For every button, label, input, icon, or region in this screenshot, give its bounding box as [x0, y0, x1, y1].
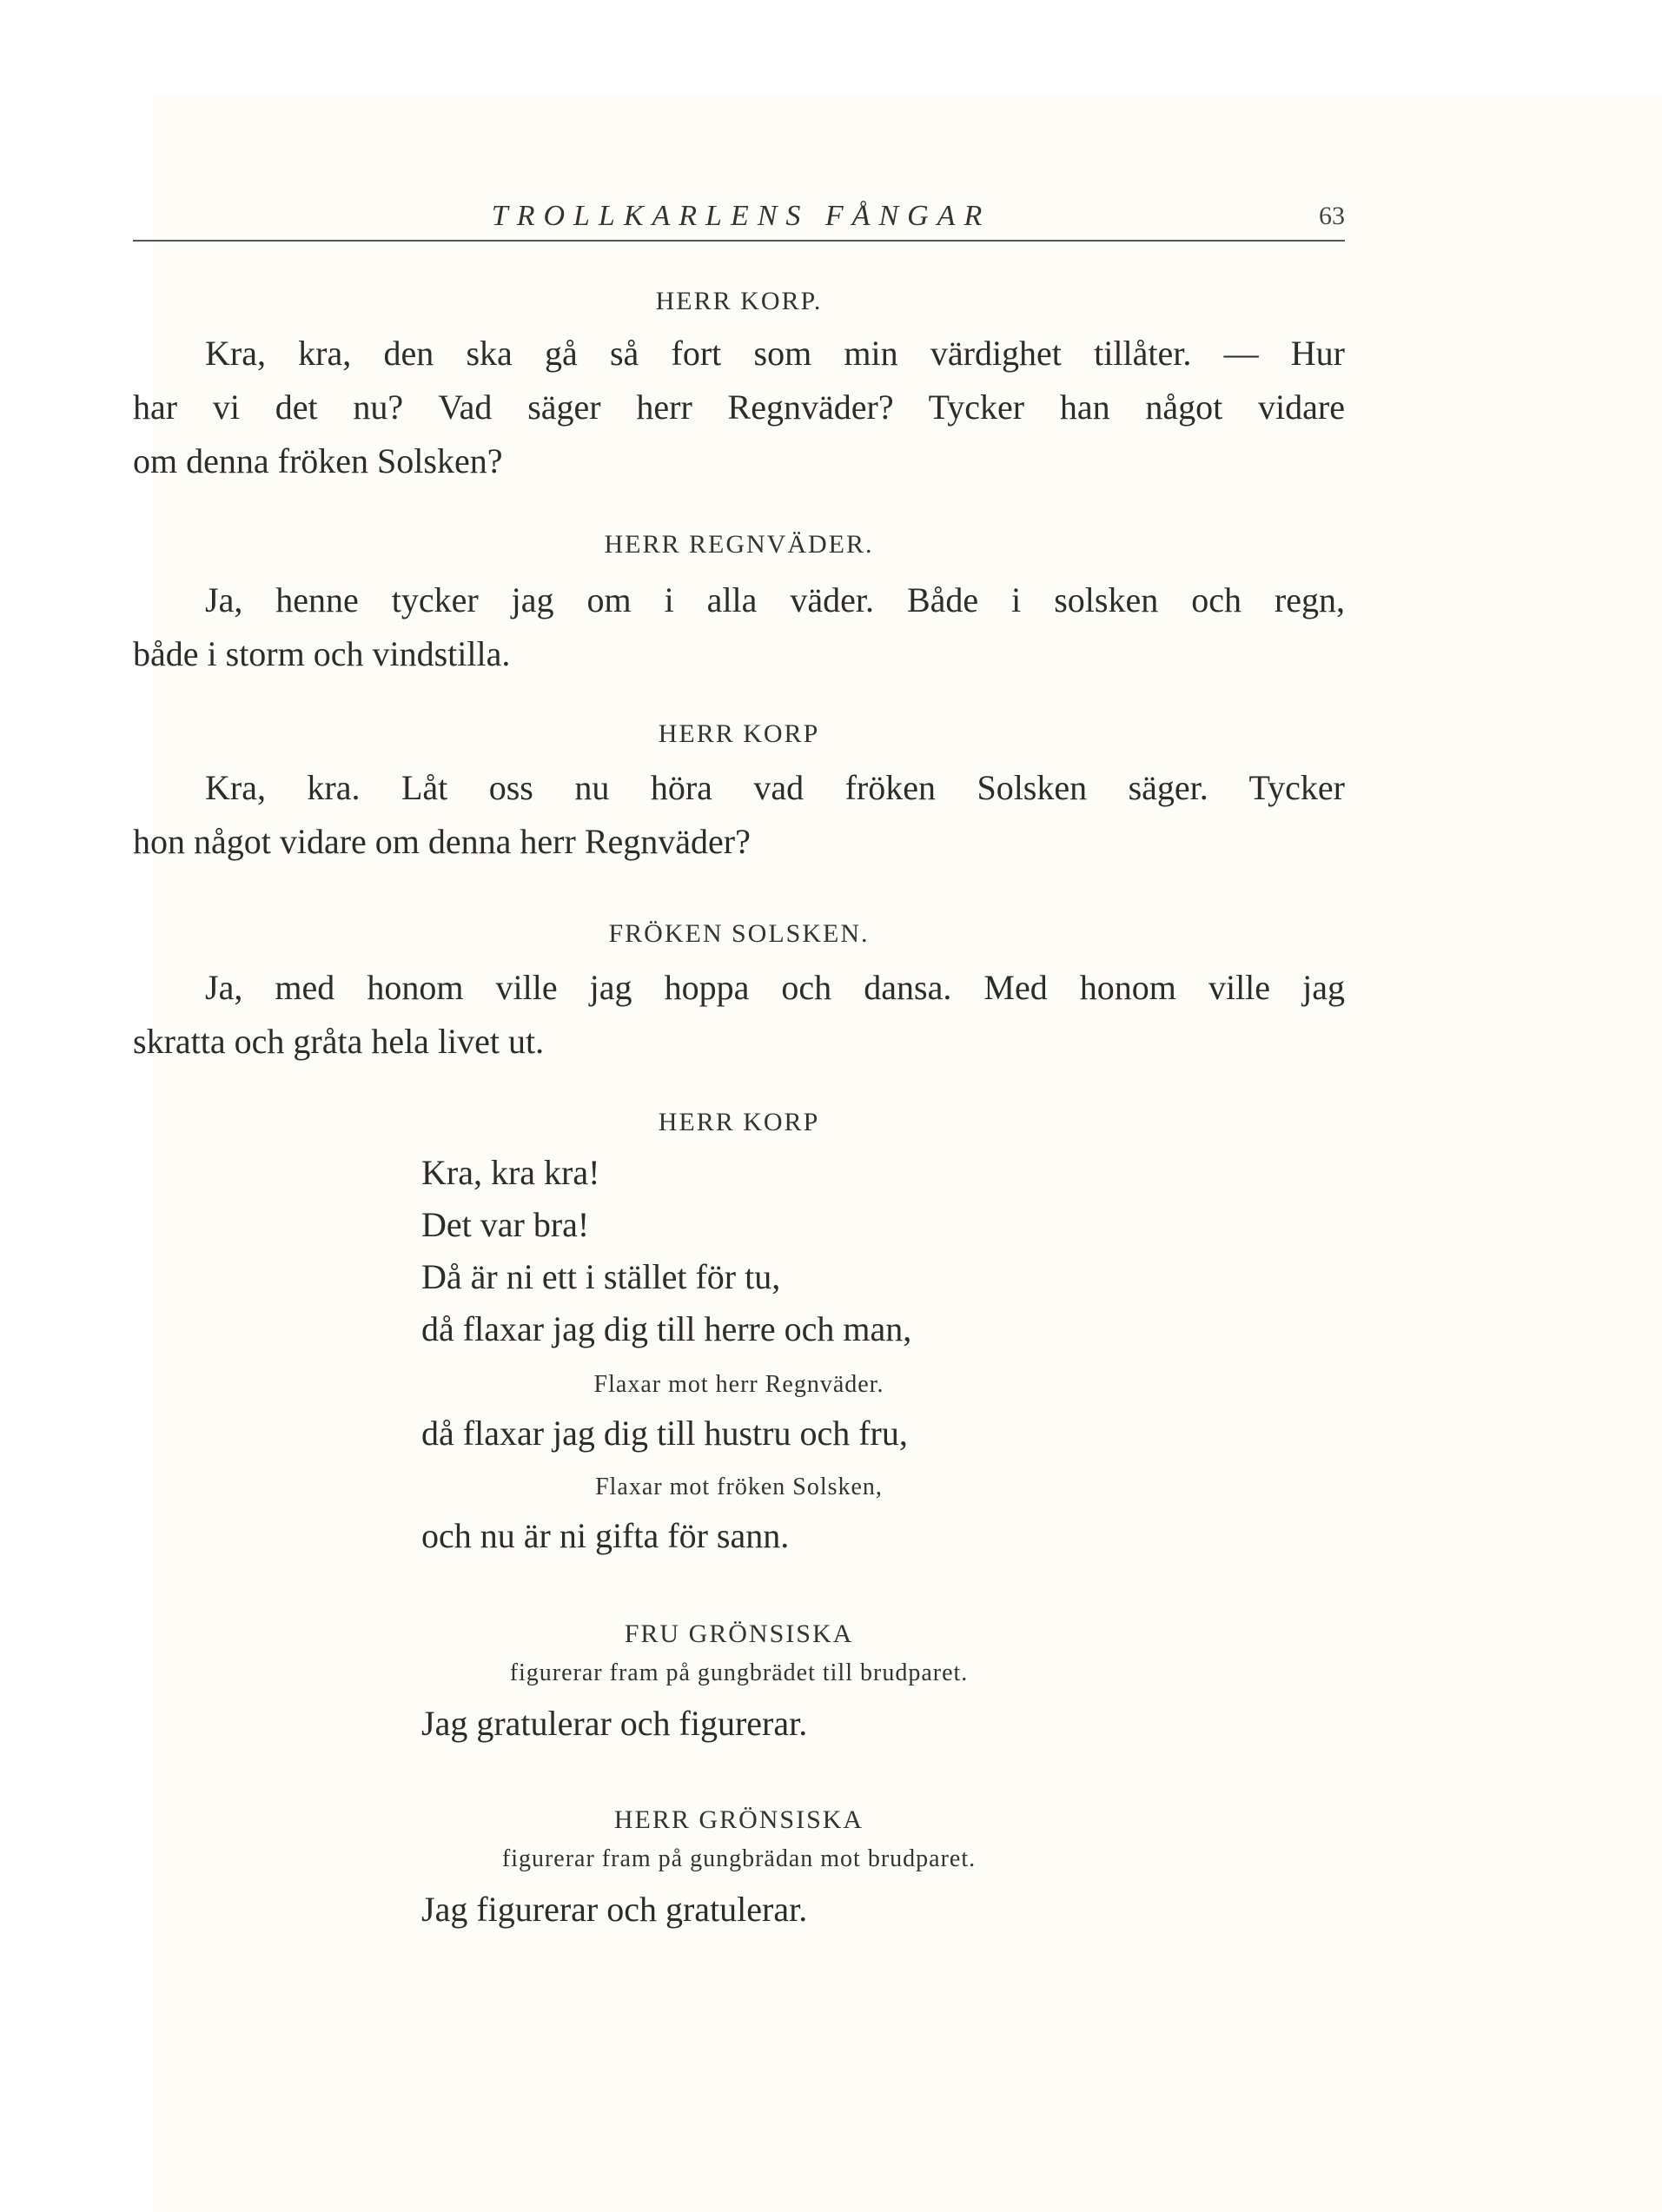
page-number: 63 [1319, 202, 1345, 230]
speaker-herr-korp-2: HERR KORP [658, 719, 820, 748]
speech-herr-regnvader [133, 573, 1345, 681]
stage-direction: figurerar fram på gungbrädet till brudparet. [509, 1659, 969, 1686]
stage-direction: figurerar fram på gungbrädan mot brudparet. [501, 1845, 977, 1872]
header-rule [133, 240, 1345, 242]
speaker-herr-korp-1: HERR KORP. [655, 287, 823, 315]
stage-direction: Flaxar mot herr Regnväder. [593, 1371, 884, 1398]
verse-line: då flaxar jag dig till hustru och fru, [421, 1414, 908, 1453]
verse-line: Det var bra! [421, 1205, 590, 1244]
speech-line: skratta och gråta hela livet ut. [133, 1022, 545, 1061]
stage-direction: Flaxar mot fröken Solsken, [595, 1474, 883, 1500]
speech-herr-korp-1 [133, 327, 1345, 488]
speech-line: både i storm och vindstilla. [133, 634, 511, 673]
page-header [133, 200, 1345, 235]
speech-line: Jag gratulerar och figurerar. [421, 1704, 808, 1743]
speaker-herr-korp-3: HERR KORP [658, 1108, 820, 1136]
speaker-fru-gronsiska: FRU GRÖNSISKA [624, 1619, 854, 1648]
speech-line: Ja, med honom ville jag hoppa och dansa. Med honom ville jag [205, 968, 1345, 1007]
verse-line: och nu är ni gifta för sann. [421, 1516, 790, 1555]
speech-line: Kra, kra, den ska gå så fort som min värdighet tillåter. — Hur [205, 334, 1345, 373]
speaker-herr-regnvader: HERR REGNVÄDER. [604, 530, 874, 559]
speech-herr-korp-2 [133, 761, 1345, 869]
speech-froken-solsken [133, 961, 1345, 1069]
verse-line: Kra, kra kra! [421, 1153, 600, 1192]
speech-line: om denna fröken Solsken? [133, 441, 503, 480]
speech-line: Ja, henne tycker jag om i alla väder. Både i solsken och regn, [205, 580, 1345, 619]
speech-line: hon något vidare om denna herr Regnväder? [133, 822, 751, 861]
verse-line: Då är ni ett i stället för tu, [421, 1257, 781, 1296]
running-title: TROLLKARLENS FÅNGAR [491, 200, 991, 232]
speaker-froken-solsken: FRÖKEN SOLSKEN. [608, 919, 870, 948]
speaker-herr-gronsiska: HERR GRÖNSISKA [613, 1805, 864, 1834]
speech-line: Jag figurerar och gratulerar. [421, 1890, 808, 1929]
speech-line: Kra, kra. Låt oss nu höra vad fröken Solsken säger. Tycker [205, 768, 1345, 807]
speech-line: har vi det nu? Vad säger herr Regnväder? Tycker han något vidare [133, 387, 1345, 427]
verse-line: då flaxar jag dig till herre och man, [421, 1309, 912, 1348]
